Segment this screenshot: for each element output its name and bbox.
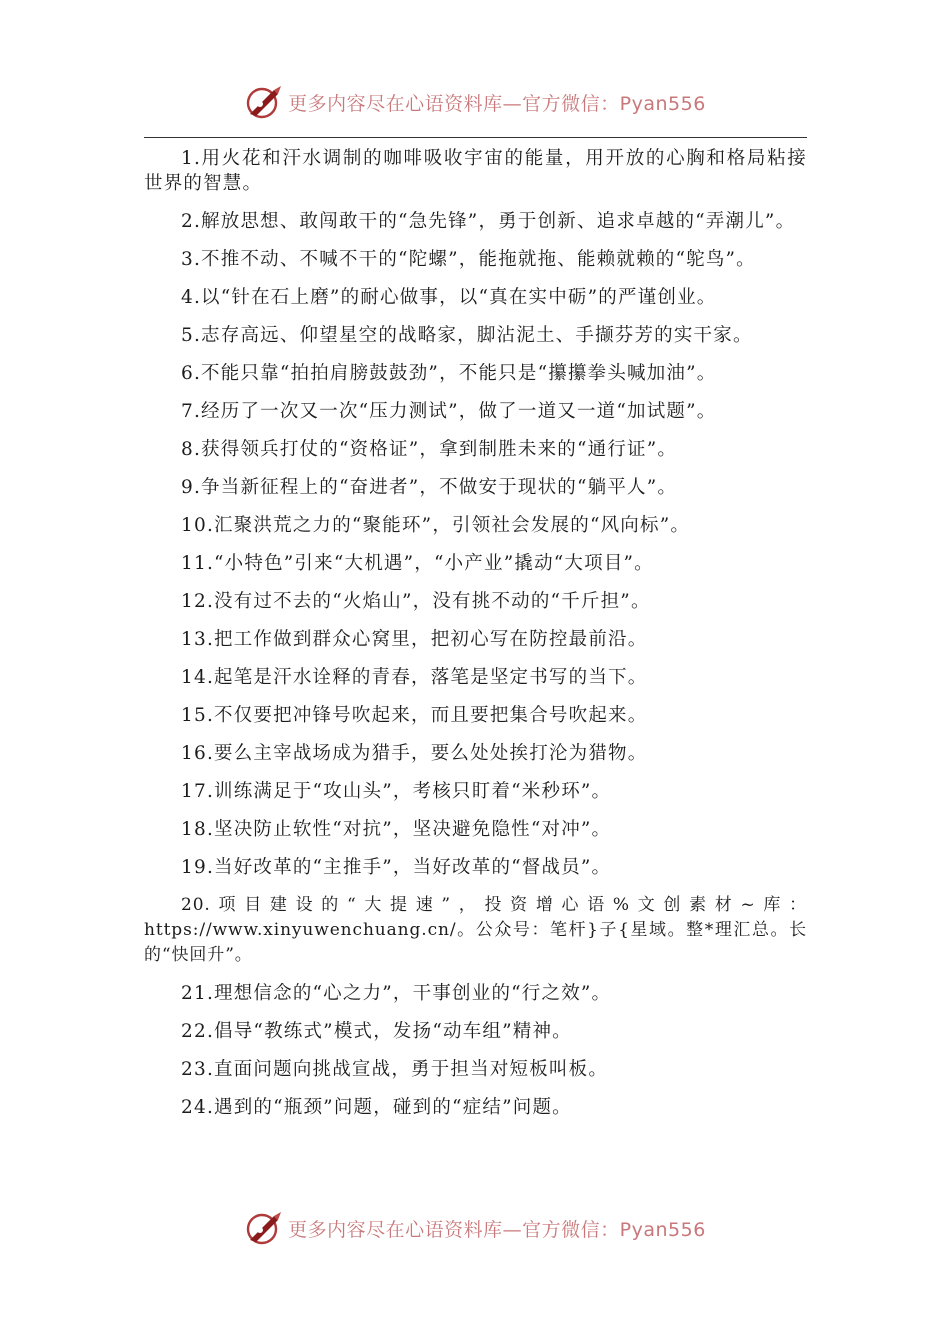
list-item: 19.当好改革的“主推手”，当好改革的“督战员”。 <box>181 857 612 878</box>
list-item: 5.志存高远、仰望星空的战略家，脚沾泥土、手撷芬芳的实干家。 <box>181 325 753 346</box>
banner-main: 更多内容尽在心语资料库—官方微信： <box>288 1218 620 1241</box>
list-item: 2.解放思想、敢闯敢干的“急先锋”，勇于创新、追求卓越的“弄潮儿”。 <box>181 211 796 232</box>
list-item: 1.用火花和汗水调制的咖啡吸收宇宙的能量，用开放的心胸和格局粘接世界的智慧。 <box>144 148 807 194</box>
quill-logo-icon <box>244 84 284 120</box>
header-rule <box>144 137 807 138</box>
list-item: 16.要么主宰战场成为猎手，要么处处挨打沦为猎物。 <box>181 743 648 764</box>
list-item: 24.遇到的“瓶颈”问题，碰到的“症结”问题。 <box>181 1097 572 1118</box>
banner-handle: Pyan556 <box>619 92 706 115</box>
list-item: 8.获得领兵打仗的“资格证”，拿到制胜未来的“通行证”。 <box>181 439 678 460</box>
list-item: 6.不能只靠“拍拍肩膀鼓鼓劲”，不能只是“攥攥拳头喊加油”。 <box>181 363 717 384</box>
list-item: 9.争当新征程上的“奋进者”，不做安于现状的“躺平人”。 <box>181 477 678 498</box>
list-item: 23.直面问题向挑战宣战，勇于担当对短板叫板。 <box>181 1059 609 1080</box>
list-item: 22.倡导“教练式”模式，发扬“动车组”精神。 <box>181 1021 572 1042</box>
list-item: 3.不推不动、不喊不干的“陀螺”，能拖就拖、能赖就赖的“鸵鸟”。 <box>181 249 756 270</box>
list-item: 11.“小特色”引来“大机遇”，“小产业”撬动“大项目”。 <box>181 553 654 574</box>
banner-handle: Pyan556 <box>619 1218 706 1241</box>
quill-logo-icon <box>244 1210 284 1246</box>
document-body <box>144 146 807 1133</box>
list-item: 7.经历了一次又一次“压力测试”，做了一道又一道“加试题”。 <box>181 401 717 422</box>
list-item: 10.汇聚洪荒之力的“聚能环”，引领社会发展的“风向标”。 <box>181 515 691 536</box>
list-item: 15.不仅要把冲锋号吹起来，而且要把集合号吹起来。 <box>181 705 648 726</box>
list-item: 21.理想信念的“心之力”，干事创业的“行之效”。 <box>181 983 612 1004</box>
banner-text <box>288 89 706 116</box>
footer-banner <box>0 1208 950 1248</box>
list-item: 20.项目建设的“大提速”，投资增心语%文创素材~库：https://www.xinyuwenchuang.cn/。公众号：笔杆}子{星域。整*理汇总。长的“快回升”。 <box>144 895 807 965</box>
list-item: 12.没有过不去的“火焰山”，没有挑不动的“千斤担”。 <box>181 591 651 612</box>
list-item: 17.训练满足于“攻山头”，考核只盯着“米秒环”。 <box>181 781 612 802</box>
banner-main: 更多内容尽在心语资料库—官方微信： <box>288 92 620 115</box>
header-banner <box>0 82 950 122</box>
list-item: 18.坚决防止软性“对抗”，坚决避免隐性“对冲”。 <box>181 819 612 840</box>
banner-text <box>288 1215 706 1242</box>
list-item: 14.起笔是汗水诠释的青春，落笔是坚定书写的当下。 <box>181 667 648 688</box>
list-item: 13.把工作做到群众心窝里，把初心写在防控最前沿。 <box>181 629 648 650</box>
list-item: 4.以“针在石上磨”的耐心做事，以“真在实中砺”的严谨创业。 <box>181 287 717 308</box>
